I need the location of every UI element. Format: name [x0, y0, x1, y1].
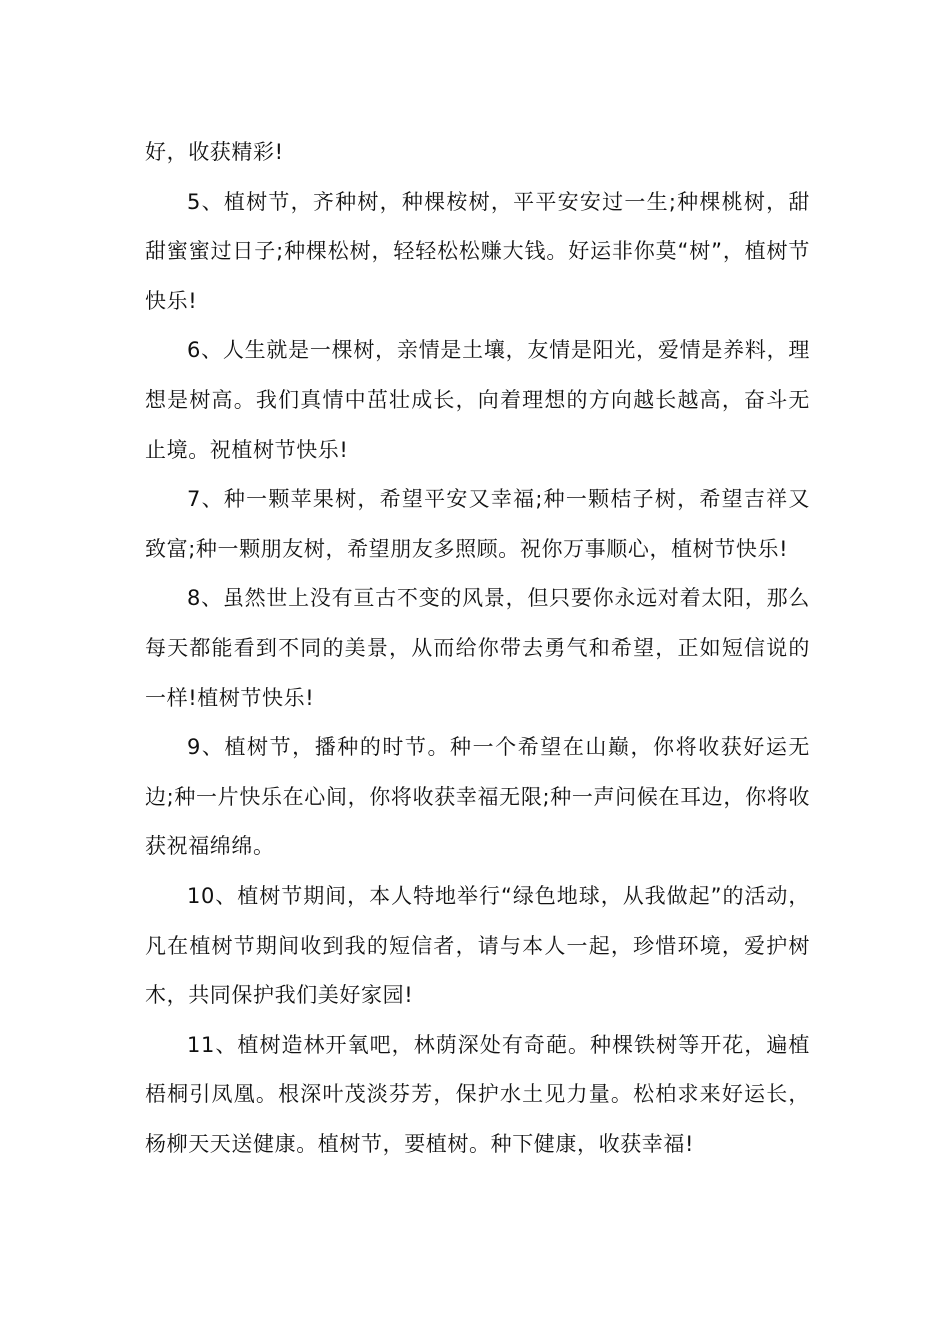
paragraph-9: 9、植树节，播种的时节。种一个希望在山巅，你将收获好运无边;种一片快乐在心间，你将收获幸福无限;种一声问候在耳边，你将收获祝福绵绵。: [145, 735, 810, 859]
paragraph-10: 10、植树节期间，本人特地举行“绿色地球，从我做起”的活动，凡在植树节期间收到我的短信者，请与本人一起，珍惜环境，爱护树木，共同保护我们美好家园!: [145, 883, 810, 1008]
paragraph-4-continuation: 好，收获精彩!: [145, 140, 284, 164]
paragraph-5: 5、植树节，齐种树，种棵桉树，平平安安过一生;种棵桃树，甜甜蜜蜜过日子;种棵松树，轻轻松松赚大钱。好运非你莫“树”，植树节快乐!: [145, 189, 810, 313]
paragraph-7: 7、种一颗苹果树，希望平安又幸福;种一颗桔子树，希望吉祥又致富;种一颗朋友树，希望朋友多照顾。祝你万事顺心，植树节快乐!: [145, 487, 810, 561]
paragraph-8: 8、虽然世上没有亘古不变的风景，但只要你永远对着太阳，那么每天都能看到不同的美景，从而给你带去勇气和希望，正如短信说的一样!植树节快乐!: [145, 586, 810, 710]
paragraph-11: 11、植树造林开氧吧，林荫深处有奇葩。种棵铁树等开花，遍植梧桐引凤凰。根深叶茂淡芬芳，保护水土见力量。松柏求来好运长，杨柳天天送健康。植树节，要植树。种下健康，收获幸福!: [145, 1032, 810, 1156]
body-text: [145, 128, 810, 1169]
paragraph-6: 6、人生就是一棵树，亲情是土壤，友情是阳光，爱情是养料，理想是树高。我们真情中茁壮成长，向着理想的方向越长越高，奋斗无止境。祝植树节快乐!: [145, 338, 810, 462]
